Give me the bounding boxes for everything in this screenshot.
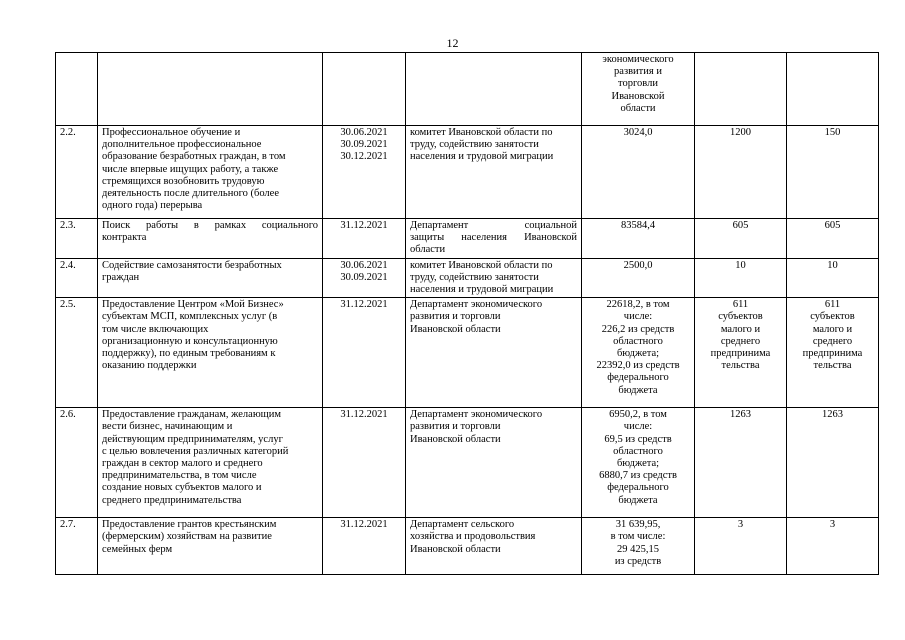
- cell-num: [56, 408, 98, 518]
- fact-line: субъектов: [810, 311, 855, 323]
- cell-money: [582, 518, 695, 575]
- cell-measure: [98, 298, 323, 408]
- date-line: 31.12.2021: [340, 409, 388, 421]
- date-line: 30.09.2021: [340, 139, 388, 151]
- date-line: 30.12.2021: [340, 151, 388, 163]
- executor-line: Департамент сельского: [410, 519, 515, 531]
- measure-line: действующим предпринимателям, услуг: [102, 433, 283, 445]
- cell-dates: [323, 408, 406, 518]
- money-line: 29 425,15: [617, 543, 659, 555]
- executor-line: Департамент экономического: [410, 299, 543, 311]
- plan-line: 3: [737, 519, 744, 531]
- row-number: 2.7.: [60, 519, 76, 531]
- cell-dates: [323, 219, 406, 259]
- measure-line: контракта: [102, 232, 147, 244]
- measure-line: Предоставление Центром «Мой Бизнес»: [102, 299, 284, 311]
- cell-executor: [406, 53, 582, 126]
- cell-plan: [695, 518, 787, 575]
- executor-line: комитет Ивановской области по: [410, 127, 553, 138]
- cell-dates: [323, 258, 406, 298]
- executor-line: труду, содействию занятости: [410, 271, 539, 283]
- cell-measure: [98, 219, 323, 259]
- money-line: торговли: [618, 78, 658, 90]
- page-number: 12: [446, 36, 459, 50]
- money-line: 6880,7 из средств: [599, 470, 677, 482]
- money-line: 22392,0 из средств: [596, 360, 680, 372]
- cell-num: [56, 53, 98, 126]
- plan-line: 611: [732, 299, 749, 311]
- cell-fact: [787, 518, 879, 575]
- plan-line: субъектов: [718, 311, 763, 323]
- row-number: 2.4.: [60, 259, 76, 271]
- measure-line: дополнительное профессиональное: [102, 139, 262, 151]
- measure-line: образование безработных граждан, в том: [102, 151, 286, 163]
- money-line: области: [620, 102, 656, 114]
- plan-line: предпринима: [710, 348, 771, 360]
- money-line: бюджета;: [616, 348, 660, 360]
- cell-fact: [787, 219, 879, 259]
- cell-plan: [695, 408, 787, 518]
- row-number: 2.6.: [60, 409, 76, 421]
- row-number: 2.5.: [60, 299, 76, 311]
- date-line: 30.09.2021: [340, 271, 388, 283]
- measure-line: граждан: [102, 271, 140, 283]
- plan-line: 1200: [730, 127, 751, 138]
- cell-money: [582, 53, 695, 126]
- executor-line: Ивановской области: [410, 433, 501, 445]
- executor-line: населения и трудовой миграции: [410, 284, 554, 296]
- money-line: бюджета;: [616, 458, 660, 470]
- cell-measure: [98, 126, 323, 219]
- money-line: 83584,4: [620, 220, 656, 231]
- date-line: 30.06.2021: [340, 127, 388, 138]
- cell-fact: [787, 408, 879, 518]
- plan-line: малого и: [720, 323, 761, 335]
- measure-line: Предоставление грантов крестьянским: [102, 519, 277, 531]
- measure-line: числе впервые ищущих работу, а также: [102, 163, 279, 175]
- measure-line: одного года) перерыва: [102, 200, 203, 212]
- cell-plan: [695, 53, 787, 126]
- cell-executor: [406, 126, 582, 219]
- cell-plan: [695, 219, 787, 259]
- measure-line: Поиск работы в рамках социального: [102, 220, 318, 231]
- measure-line: организационную и консультационную: [102, 335, 278, 347]
- cell-executor: [406, 219, 582, 259]
- fact-line: предпринима: [802, 348, 863, 360]
- money-line: из средств: [614, 555, 662, 567]
- cell-money: [582, 298, 695, 408]
- fact-line: 10: [827, 259, 838, 271]
- cell-dates: [323, 126, 406, 219]
- measure-line: граждан в сектор малого и среднего: [102, 458, 263, 470]
- money-line: 3024,0: [623, 127, 653, 138]
- money-line: в том числе:: [610, 531, 666, 543]
- cell-dates: [323, 518, 406, 575]
- measure-line: среднего предпринимательства: [102, 494, 242, 506]
- cell-money: [582, 219, 695, 259]
- row-number: 2.2.: [60, 127, 76, 138]
- cell-num: [56, 298, 98, 408]
- fact-line: 605: [824, 220, 841, 231]
- cell-measure: [98, 518, 323, 575]
- measure-line: поддержку), по единым требованиям к: [102, 348, 276, 360]
- date-line: 30.06.2021: [340, 259, 388, 271]
- executor-line: Ивановской области: [410, 323, 501, 335]
- cell-money: [582, 258, 695, 298]
- cell-num: [56, 258, 98, 298]
- cell-fact: [787, 53, 879, 126]
- measure-line: субъектам МСП, комплексных услуг (в: [102, 311, 278, 323]
- cell-executor: [406, 258, 582, 298]
- executor-line: развития и торговли: [410, 421, 501, 433]
- measure-line: семейных ферм: [102, 543, 173, 555]
- cell-measure: [98, 258, 323, 298]
- measure-line: Содействие самозанятости безработных: [102, 259, 282, 271]
- row-number: 2.3.: [60, 220, 76, 231]
- executor-line: защиты населения Ивановской: [410, 232, 577, 244]
- table-row: [56, 298, 879, 408]
- measure-line: создание новых субъектов малого и: [102, 482, 262, 494]
- cell-money: [582, 126, 695, 219]
- fact-line: малого и: [812, 323, 853, 335]
- date-line: 31.12.2021: [340, 519, 388, 531]
- executor-line: комитет Ивановской области по: [410, 259, 553, 271]
- executor-line: Ивановской области: [410, 543, 501, 555]
- fact-line: 611: [824, 299, 841, 311]
- money-line: 69,5 из средств: [604, 433, 672, 445]
- money-line: развития и: [614, 66, 662, 78]
- cell-plan: [695, 298, 787, 408]
- fact-line: 3: [829, 519, 836, 531]
- measures-table: [55, 52, 879, 575]
- measure-line: том числе включающих: [102, 323, 209, 335]
- cell-dates: [323, 53, 406, 126]
- money-line: бюджета: [618, 494, 658, 506]
- money-line: экономического: [602, 54, 674, 65]
- measure-line: (фермерским) хозяйствам на развитие: [102, 531, 272, 543]
- measure-line: с целью вовлечения различных категорий: [102, 445, 289, 457]
- cell-measure: [98, 53, 323, 126]
- cell-fact: [787, 126, 879, 219]
- money-line: 226,2 из средств: [601, 323, 675, 335]
- cell-fact: [787, 258, 879, 298]
- money-line: 2500,0: [623, 259, 653, 271]
- cell-measure: [98, 408, 323, 518]
- fact-line: тельства: [813, 360, 852, 372]
- plan-line: 1263: [730, 409, 751, 421]
- executor-line: Департамент экономического: [410, 409, 543, 421]
- measure-line: Предоставление гражданам, желающим: [102, 409, 282, 421]
- money-line: 6950,2, в том: [609, 409, 667, 421]
- money-line: областного: [613, 335, 663, 347]
- money-line: Ивановской: [611, 90, 665, 102]
- table-row: [56, 408, 879, 518]
- table-row: [56, 518, 879, 575]
- date-line: 31.12.2021: [340, 299, 388, 311]
- money-line: 31 639,95,: [615, 519, 661, 531]
- cell-num: [56, 518, 98, 575]
- table-row: [56, 258, 879, 298]
- fact-line: 150: [824, 127, 841, 138]
- measure-line: оказанию поддержки: [102, 360, 197, 372]
- executor-line: труду, содействию занятости: [410, 139, 539, 151]
- cell-plan: [695, 126, 787, 219]
- cell-dates: [323, 298, 406, 408]
- money-line: областного: [613, 445, 663, 457]
- table-row: [56, 219, 879, 259]
- money-line: числе:: [623, 421, 653, 433]
- executor-line: населения и трудовой миграции: [410, 151, 554, 163]
- cell-num: [56, 126, 98, 219]
- measure-line: Профессиональное обучение и: [102, 127, 241, 138]
- measure-line: предпринимательства, в том числе: [102, 470, 257, 482]
- money-line: 22618,2, в том: [606, 299, 670, 311]
- money-line: федерального: [607, 372, 669, 384]
- plan-line: 10: [735, 259, 746, 271]
- plan-line: тельства: [721, 360, 760, 372]
- executor-line: области: [410, 244, 446, 256]
- executor-line: развития и торговли: [410, 311, 501, 323]
- plan-line: среднего: [720, 335, 761, 347]
- measure-line: стремящихся возобновить трудовую: [102, 175, 265, 187]
- cell-executor: [406, 518, 582, 575]
- money-line: числе:: [623, 311, 653, 323]
- cell-fact: [787, 298, 879, 408]
- fact-line: 1263: [822, 409, 843, 421]
- cell-plan: [695, 258, 787, 298]
- date-line: 31.12.2021: [340, 220, 388, 231]
- measure-line: вести бизнес, начинающим и: [102, 421, 233, 433]
- measure-line: деятельность после длительного (более: [102, 188, 279, 200]
- cell-executor: [406, 298, 582, 408]
- money-line: федерального: [607, 482, 669, 494]
- executor-line: Департамент социальной: [410, 220, 577, 231]
- plan-line: 605: [732, 220, 749, 231]
- executor-line: хозяйства и продовольствия: [410, 531, 536, 543]
- money-line: бюджета: [618, 384, 658, 396]
- cell-money: [582, 408, 695, 518]
- cell-executor: [406, 408, 582, 518]
- fact-line: среднего: [812, 335, 853, 347]
- cell-num: [56, 219, 98, 259]
- table-row: [56, 126, 879, 219]
- continuation-row: [56, 53, 879, 126]
